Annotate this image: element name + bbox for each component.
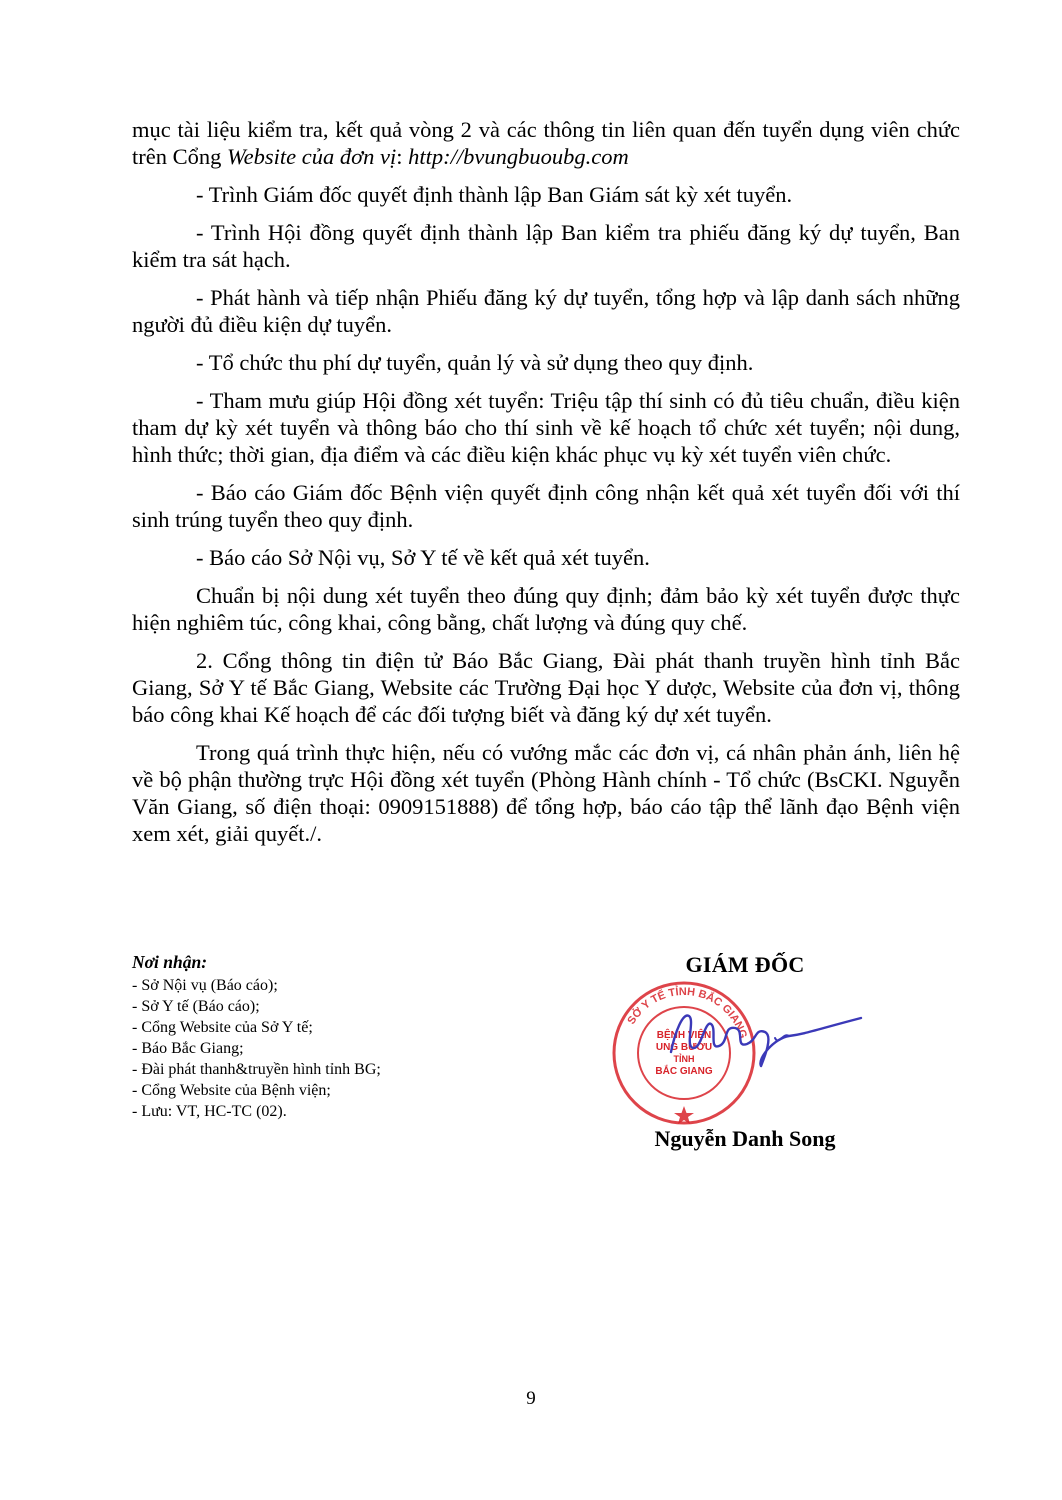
handwritten-signature-icon — [665, 1002, 865, 1072]
paragraph-2: - Trình Giám đốc quyết định thành lập Ban Giám sát kỳ xét tuyển. — [196, 182, 793, 207]
paragraph-10: 2. Cổng thông tin điện tử Báo Bắc Giang, Đài phát thanh truyền hình tỉnh Bắc Giang, Sở Y tế Bắc Giang, Website các Trường Đại học Y dược, Website của đơn vị, thông báo công khai Kế hoạch để các đối tượng biết và đăng ký dự xét tuyển. — [132, 648, 960, 727]
svg-text:TỈNH: TỈNH — [673, 1054, 695, 1064]
paragraph-4: - Phát hành và tiếp nhận Phiếu đăng ký dự tuyển, tổng hợp và lập danh sách những người đủ điều kiện dự tuyển. — [132, 285, 960, 337]
svg-text:SỞ Y TẾ TỈNH BẮC GIANG: SỞ Y TẾ TỈNH BẮC GIANG — [625, 985, 750, 1040]
recipient-item: - Cổng Website của Sở Y tế; — [132, 1019, 313, 1036]
signer-name: Nguyễn Danh Song — [654, 1126, 836, 1151]
paragraph-1-text: mục tài liệu kiểm tra, kết quả vòng 2 và các thông tin liên quan đến tuyển dụng viên chức trên Cổng — [132, 117, 960, 169]
signature-block — [585, 952, 905, 1151]
recipient-item: - Lưu: VT, HC-TC (02). — [132, 1103, 287, 1120]
paragraph-11: Trong quá trình thực hiện, nếu có vướng mắc các đơn vị, cá nhân phản ánh, liên hệ về bộ phận thường trực Hội đồng xét tuyển (Phòng Hành chính - Tổ chức (BsCKI. Nguyễn Văn Giang, số điện thoại: 0909151888) để tổng hợp, báo cáo tập thể lãnh đạo Bệnh viện xem xét, giải quyết./. — [132, 740, 960, 846]
page-number: 9 — [526, 1388, 536, 1409]
recipient-item: - Sở Y tế (Báo cáo); — [132, 998, 260, 1015]
recipients-block — [132, 952, 552, 1122]
recipients-title: Nơi nhận: — [132, 952, 208, 972]
paragraph-1 — [132, 116, 960, 170]
paragraph-7: - Báo cáo Giám đốc Bệnh viện quyết định công nhận kết quả xét tuyển đối với thí sinh trúng tuyển theo quy định. — [132, 480, 960, 532]
recipient-item: - Đài phát thanh&truyền hình tỉnh BG; — [132, 1061, 381, 1078]
paragraph-1-italic: Website của đơn vị — [227, 144, 397, 169]
svg-text:BẮC GIANG: BẮC GIANG — [655, 1066, 713, 1077]
recipient-item: - Sở Nội vụ (Báo cáo); — [132, 977, 278, 994]
paragraph-5: - Tổ chức thu phí dự tuyển, quản lý và sử dụng theo quy định. — [196, 350, 754, 375]
paragraph-3: - Trình Hội đồng quyết định thành lập Ban kiểm tra phiếu đăng ký dự tuyển, Ban kiểm tra sát hạch. — [132, 220, 960, 272]
body-text — [132, 116, 960, 858]
signer-title: GIÁM ĐỐC — [685, 952, 805, 977]
recipient-item: - Báo Bắc Giang; — [132, 1040, 244, 1057]
recipient-item: - Cổng Website của Bệnh viện; — [132, 1082, 331, 1099]
svg-text:BỆNH VIỆN: BỆNH VIỆN — [656, 1030, 712, 1041]
paragraph-1-colon: : — [396, 144, 409, 169]
paragraph-8: - Báo cáo Sở Nội vụ, Sở Y tế về kết quả xét tuyển. — [196, 545, 650, 570]
paragraph-9: Chuẩn bị nội dung xét tuyển theo đúng quy định; đảm bảo kỳ xét tuyển được thực hiện nghiêm túc, công khai, công bằng, chất lượng và đúng quy chế. — [132, 583, 960, 635]
paragraph-6: - Tham mưu giúp Hội đồng xét tuyển: Triệu tập thí sinh có đủ tiêu chuẩn, điều kiện tham dự kỳ xét tuyển và thông báo cho thí sinh về kế hoạch tổ chức xét tuyển; nội dung, hình thức; thời gian, địa điểm và các điều kiện khác phục vụ kỳ xét tuyển viên chức. — [132, 388, 960, 467]
svg-text:UNG BƯỚU: UNG BƯỚU — [655, 1042, 713, 1053]
website-url: http://bvungbuoubg.com — [408, 144, 629, 169]
